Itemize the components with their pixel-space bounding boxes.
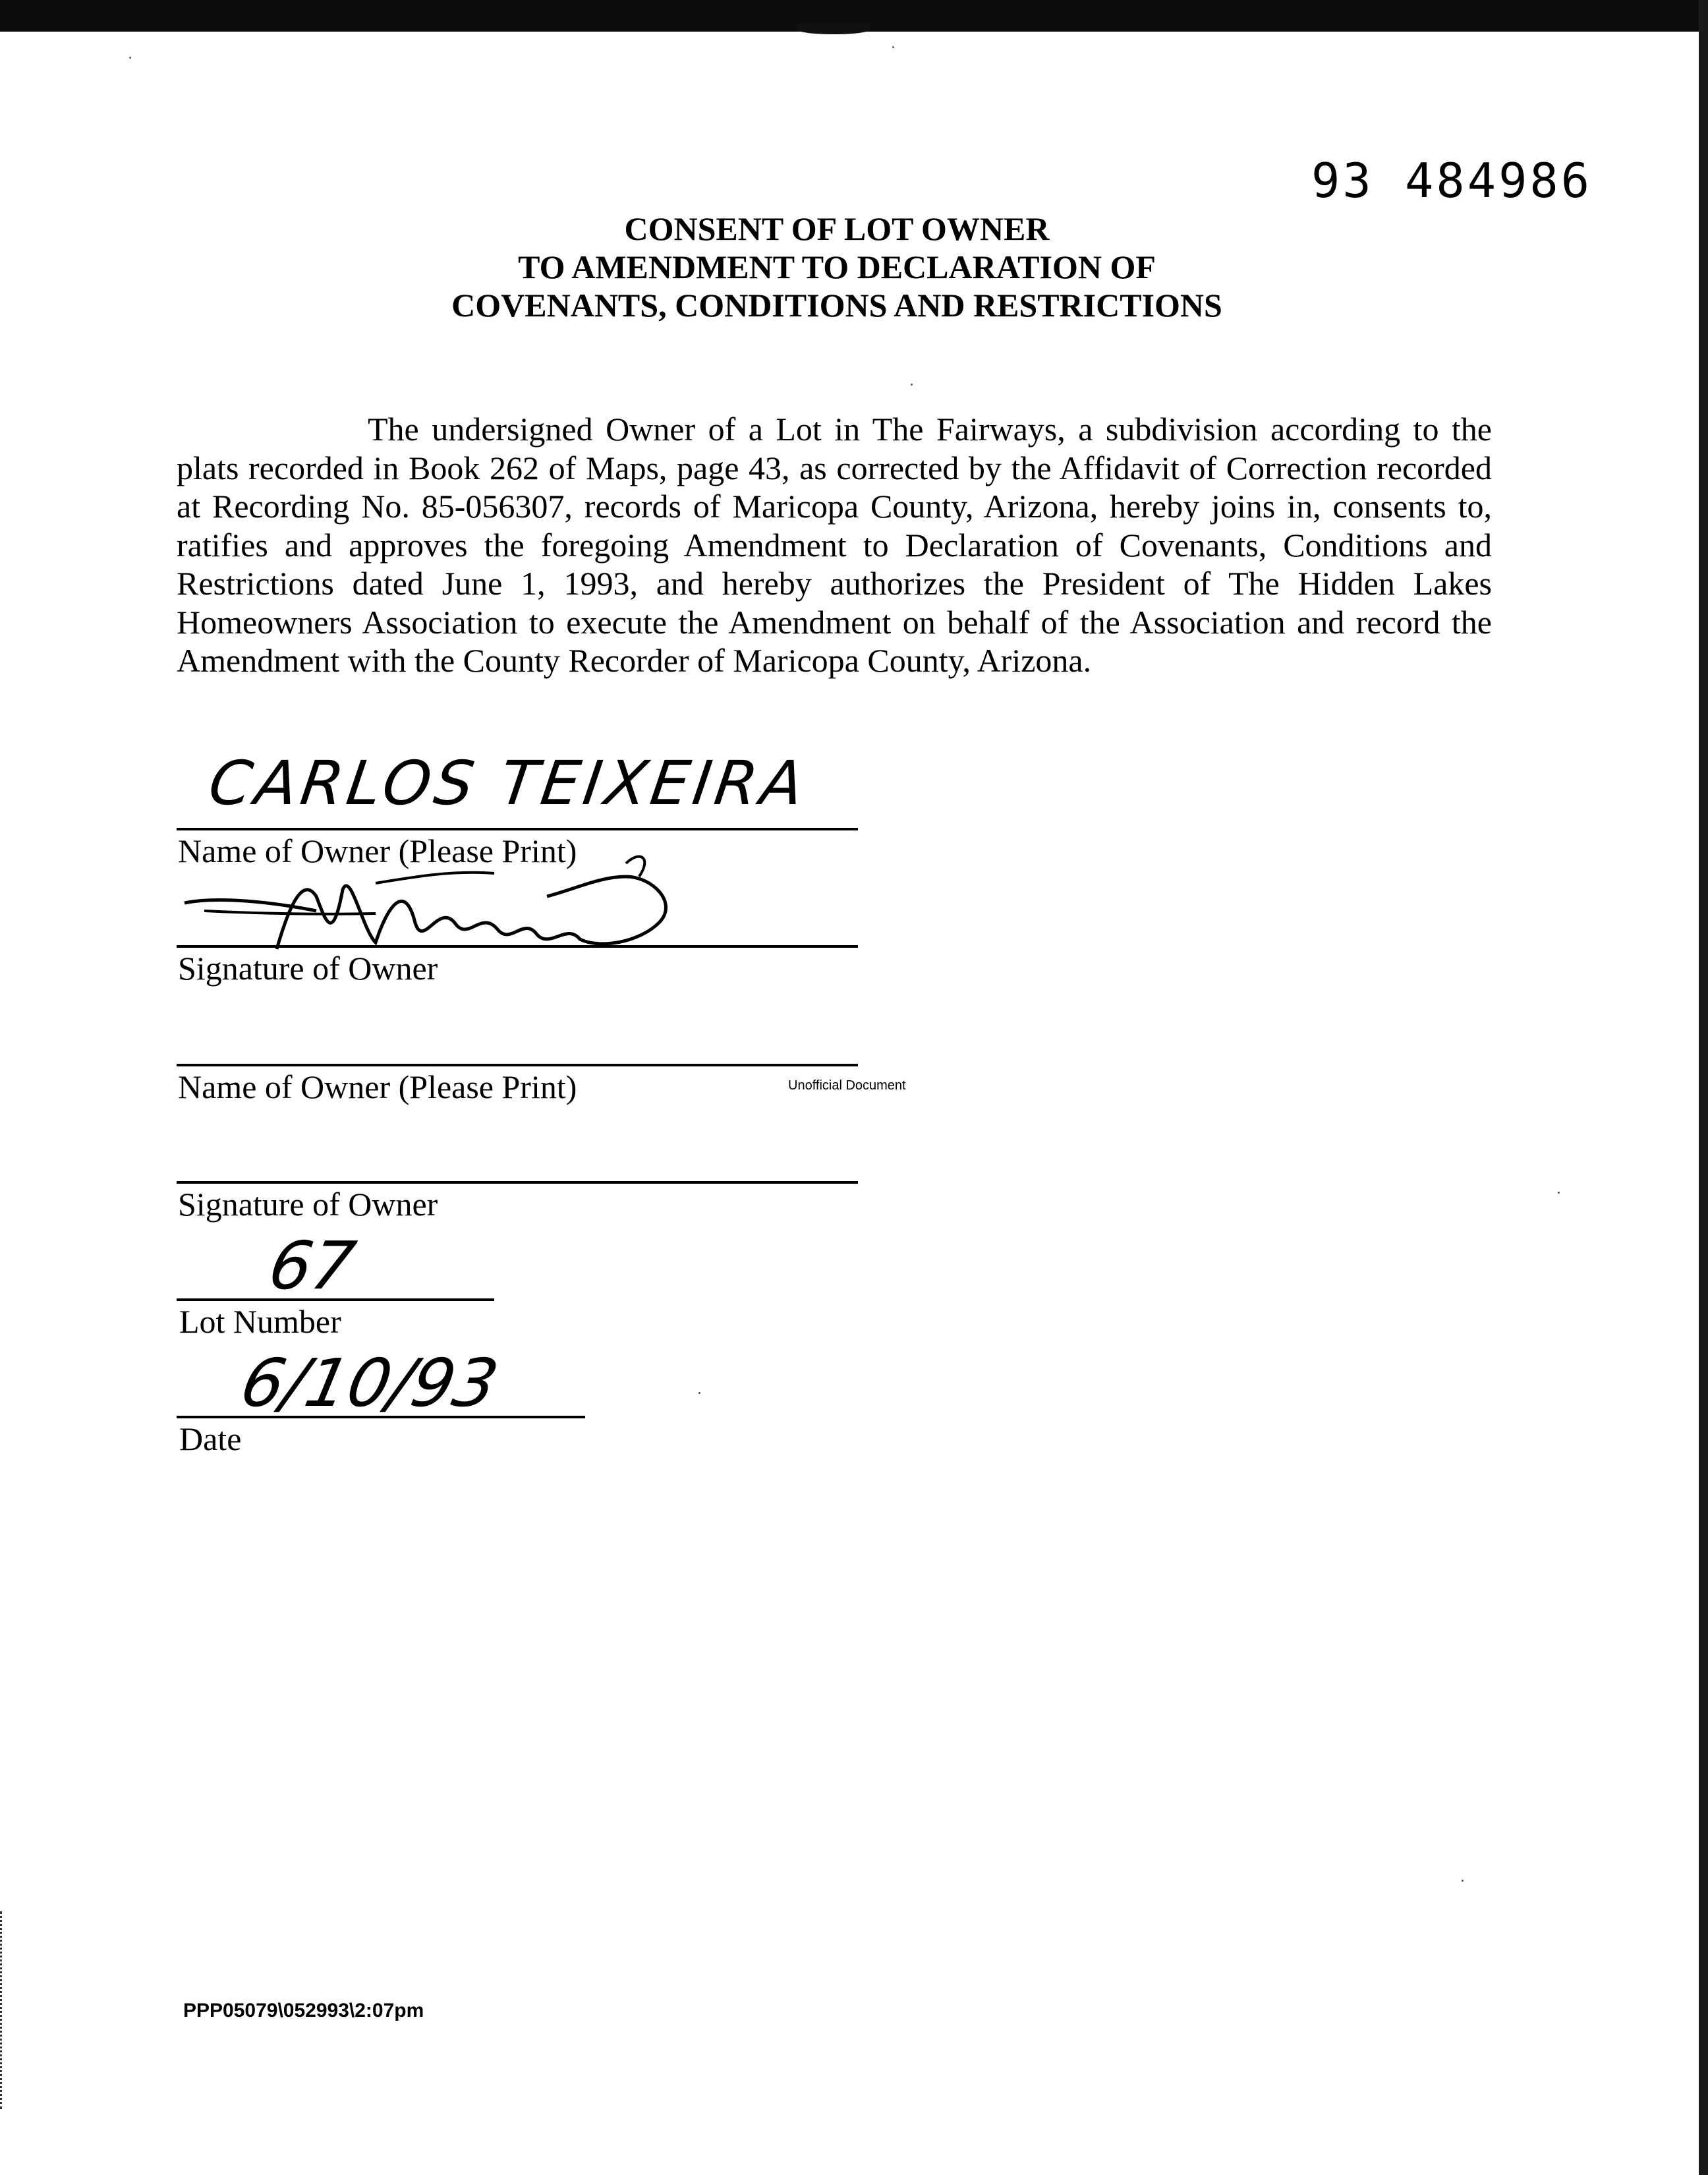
scan-left-edge-noise — [0, 1911, 6, 2109]
document-footer-code: PPP05079\052993\2:07pm — [183, 2000, 424, 2021]
scan-speck — [911, 384, 913, 386]
owner1-name-label: Name of Owner (Please Print) — [178, 832, 577, 869]
owner1-signature-line — [177, 945, 858, 948]
scan-speck — [129, 57, 131, 59]
owner2-name-label: Name of Owner (Please Print) — [178, 1068, 577, 1105]
scan-speck — [1558, 1192, 1560, 1194]
lot-number-handwritten: 67 — [263, 1227, 361, 1304]
unofficial-document-stamp: Unofficial Document — [788, 1078, 906, 1093]
title-line-3: COVENANTS, CONDITIONS AND RESTRICTIONS — [451, 287, 1222, 324]
owner1-name-handwritten: CARLOS TEIXEIRA — [204, 748, 812, 819]
document-number: 93 484986 — [1311, 153, 1593, 208]
scan-speck — [892, 46, 894, 48]
title-line-1: CONSENT OF LOT OWNER — [624, 210, 1050, 247]
owner2-signature-label: Signature of Owner — [178, 1186, 438, 1223]
consent-paragraph: The undersigned Owner of a Lot in The Fairways, a subdivision according to the plats recorded in Book 262 of Maps, page 43, as corrected by the Affidavit of Correction recorded at Recording No. 85-056307, records of Maricopa County, Arizona, hereby joins in, consents to, ratifies and approves the foregoing Amendment to Declaration of Covenants, Conditions and Restrictions dated June 1, 1993, and hereby authorizes the President of The Hidden Lakes Homeowners Association to execute the Amendment on behalf of the Association and record the Amendment with the County Recorder of Maricopa County, Arizona. — [177, 411, 1492, 679]
owner1-signature-label: Signature of Owner — [178, 950, 438, 987]
lot-number-line — [177, 1298, 494, 1301]
document-title — [395, 210, 1278, 324]
date-label: Date — [179, 1420, 242, 1457]
scan-right-border — [1699, 0, 1708, 2175]
date-handwritten: 6/10/93 — [234, 1345, 505, 1422]
owner2-name-line — [177, 1064, 858, 1066]
date-line — [177, 1416, 585, 1418]
scan-speck — [1462, 1880, 1464, 1882]
owner2-signature-line — [177, 1181, 858, 1184]
scan-binding-mark — [797, 25, 870, 34]
scan-speck — [698, 1392, 700, 1394]
owner1-name-line — [177, 828, 858, 830]
title-line-2: TO AMENDMENT TO DECLARATION OF — [518, 248, 1156, 285]
lot-number-label: Lot Number — [179, 1303, 341, 1340]
